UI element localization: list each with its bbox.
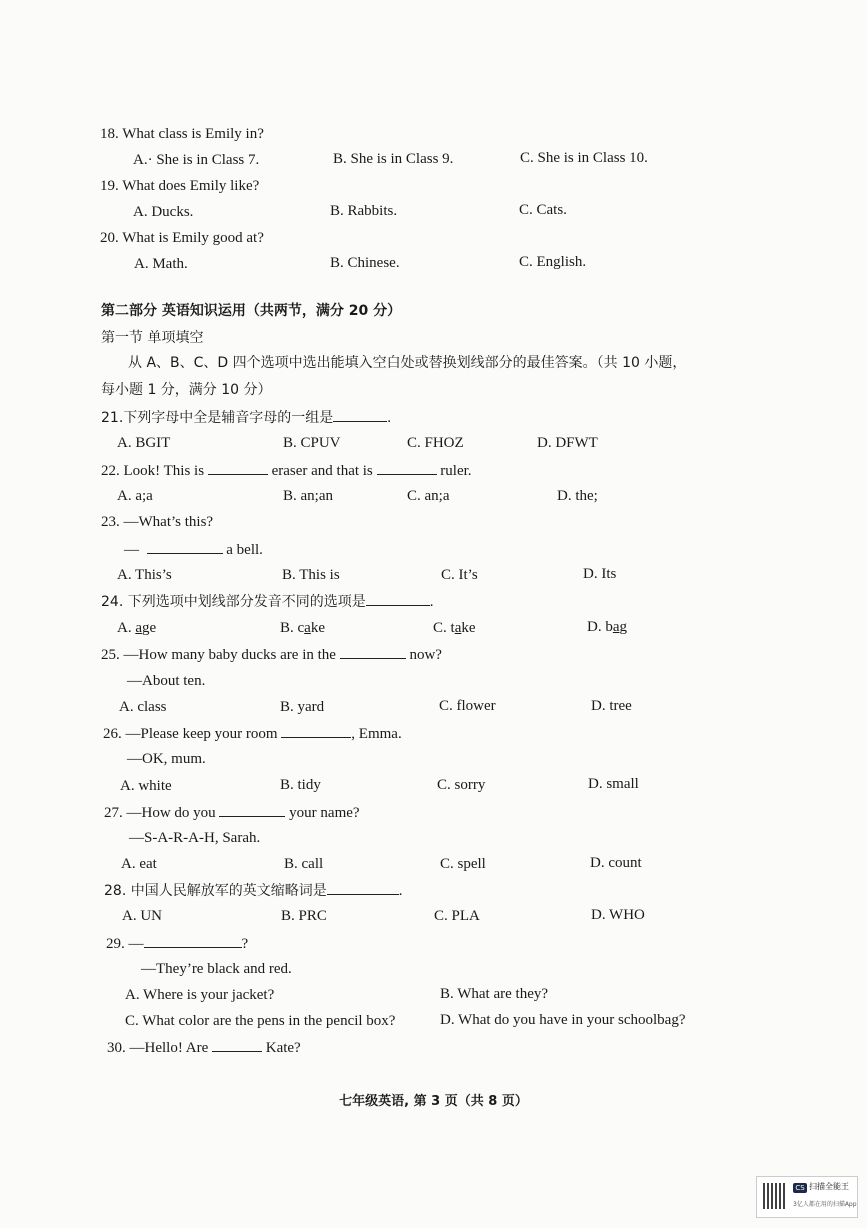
- question-text: 21.下列字母中全是辅音字母的一组是: [101, 410, 334, 426]
- option-c: C. sorry: [437, 777, 486, 793]
- question-26-reply: —OK, mum.: [127, 751, 206, 767]
- question-30: [107, 1037, 301, 1058]
- answer-blank: [147, 539, 223, 554]
- question-number: 18.: [100, 126, 119, 142]
- question-text: What does Emily like?: [122, 178, 260, 194]
- answer-blank: [212, 1037, 262, 1052]
- option-d: D. Its: [583, 566, 617, 582]
- period: .: [398, 883, 403, 899]
- page-footer: 七年级英语, 第 3 页（共 8 页）: [339, 1094, 528, 1109]
- option-b: B. yard: [280, 699, 325, 715]
- question-29: [106, 933, 248, 954]
- period: .: [429, 594, 434, 610]
- question-text: 25. —How many baby ducks are in the: [101, 647, 336, 663]
- option-c: C. spell: [440, 856, 486, 872]
- option-b: B. an;an: [283, 488, 333, 504]
- underlined-letter: a: [304, 620, 311, 636]
- option-a: A. Math.: [134, 256, 188, 272]
- option-b: B. Chinese.: [330, 255, 400, 271]
- option-label: B. c: [280, 620, 305, 636]
- question-text: 30. —Hello! Are: [107, 1040, 209, 1056]
- option-b: B. This is: [282, 567, 340, 583]
- option-a: [117, 618, 156, 638]
- question-18: [100, 124, 264, 144]
- option-c: [433, 618, 476, 638]
- option-d: [587, 617, 627, 637]
- question-25: [101, 644, 442, 665]
- option-label: C. t: [433, 620, 455, 636]
- option-d: D. count: [590, 855, 642, 871]
- answer-blank: [333, 407, 387, 422]
- question-28: [104, 880, 402, 901]
- answer-blank: [377, 460, 437, 475]
- option-word: ge: [142, 620, 157, 636]
- answer-blank: [208, 460, 268, 475]
- option-d: D. What do you have in your schoolbag?: [440, 1012, 686, 1028]
- question-text: ruler.: [440, 463, 472, 479]
- question-text: your name?: [289, 805, 360, 821]
- question-text: eraser and that is: [271, 463, 373, 479]
- question-text: 27. —How do you: [104, 805, 216, 821]
- answer-blank: [366, 591, 430, 606]
- option-b: [280, 618, 325, 638]
- option-c: C. FHOZ: [407, 435, 464, 451]
- option-c: C. PLA: [434, 908, 480, 924]
- question-number: 20.: [100, 230, 119, 246]
- option-b: B. Rabbits.: [330, 203, 398, 219]
- question-19: [100, 176, 259, 196]
- question-text: 24. 下列选项中划线部分发音不同的选项是: [101, 594, 366, 610]
- qr-code-icon: [763, 1183, 785, 1209]
- question-text: , Emma.: [351, 726, 402, 742]
- option-b: B. What are they?: [440, 986, 549, 1002]
- question-text: 28. 中国人民解放军的英文缩略词是: [104, 883, 327, 899]
- reply-text: a bell.: [226, 542, 263, 558]
- underlined-letter: a: [135, 620, 143, 636]
- option-a: A. Where is your jacket?: [125, 987, 275, 1003]
- option-a: A. BGIT: [117, 435, 171, 451]
- underlined-letter: a: [454, 620, 462, 636]
- question-text: 26. —Please keep your room: [103, 726, 278, 742]
- option-b: B. PRC: [281, 908, 327, 924]
- instructions-line-2: 每小题 1 分，满分 10 分）: [101, 382, 272, 398]
- question-24: [101, 591, 433, 612]
- answer-blank: [281, 723, 351, 738]
- question-23-reply: [124, 539, 263, 560]
- question-23: 23. —What’s this?: [101, 514, 214, 530]
- option-c: C. It’s: [441, 567, 478, 583]
- question-text: 22. Look! This is: [101, 463, 205, 479]
- option-a: A. a;a: [117, 488, 153, 504]
- option-b: B. tidy: [280, 777, 321, 793]
- dash: —: [124, 542, 139, 558]
- section-title: 第一节 单项填空: [101, 330, 204, 346]
- option-b: B. CPUV: [283, 435, 341, 451]
- option-word: g: [619, 619, 628, 635]
- option-a: A. class: [119, 699, 167, 715]
- option-a: A. This’s: [117, 567, 172, 583]
- option-c: C. She is in Class 10.: [520, 150, 648, 166]
- option-c: C. English.: [519, 254, 587, 270]
- option-word: ke: [310, 620, 326, 636]
- question-text: 29. —: [106, 936, 144, 952]
- answer-blank: [340, 644, 406, 659]
- option-b: B. call: [284, 856, 324, 872]
- option-a: A. Ducks.: [133, 204, 194, 220]
- option-c: C. What color are the pens in the pencil box?: [125, 1013, 396, 1029]
- question-text: ?: [241, 936, 249, 952]
- question-text: What is Emily good at?: [122, 230, 264, 246]
- answer-blank: [219, 802, 285, 817]
- question-27-reply: —S-A-R-A-H, Sarah.: [129, 830, 261, 846]
- question-20: [100, 228, 264, 248]
- scanner-tagline: 3亿人都在用的扫描App: [793, 1201, 857, 1208]
- period: .: [387, 410, 392, 426]
- question-27: [104, 802, 360, 823]
- instructions-line-1: 从 A、B、C、D 四个选项中选出能填入空白处或替换划线部分的最佳答案。（共 10 小题，: [128, 355, 687, 371]
- question-number: 19.: [100, 178, 119, 194]
- option-c: C. an;a: [407, 488, 450, 504]
- underlined-letter: a: [612, 619, 620, 635]
- option-word: ke: [461, 620, 476, 636]
- option-label: A.: [117, 620, 132, 636]
- option-d: D. DFWT: [537, 435, 598, 451]
- option-d: D. tree: [591, 698, 632, 714]
- option-c: C. flower: [439, 698, 496, 714]
- option-d: D. WHO: [591, 907, 645, 923]
- question-text: Kate?: [265, 1040, 301, 1056]
- scanner-logo-icon: CS: [793, 1183, 807, 1193]
- question-25-reply: —About ten.: [127, 673, 206, 689]
- option-a: A. white: [120, 778, 172, 794]
- option-d: D. the;: [557, 488, 598, 504]
- option-c: C. Cats.: [519, 202, 567, 218]
- option-a: A. eat: [121, 856, 157, 872]
- part-title: 第二部分 英语知识运用（共两节，满分 20 分）: [101, 303, 402, 319]
- question-22: [101, 460, 472, 481]
- option-b: B. She is in Class 9.: [333, 151, 454, 167]
- option-label: D. b: [587, 619, 613, 635]
- option-d: D. small: [588, 776, 639, 792]
- question-29-reply: —They’re black and red.: [141, 961, 292, 977]
- scanner-watermark: [756, 1176, 858, 1218]
- answer-blank: [144, 933, 242, 948]
- question-text: now?: [409, 647, 442, 663]
- question-21: [101, 407, 391, 428]
- scanner-app-name: 扫描全能王: [809, 1182, 849, 1191]
- question-text: What class is Emily in?: [122, 126, 264, 142]
- question-26: [103, 723, 402, 744]
- answer-blank: [327, 880, 399, 895]
- option-a: A.· She is in Class 7.: [133, 152, 260, 168]
- option-a: A. UN: [122, 908, 162, 924]
